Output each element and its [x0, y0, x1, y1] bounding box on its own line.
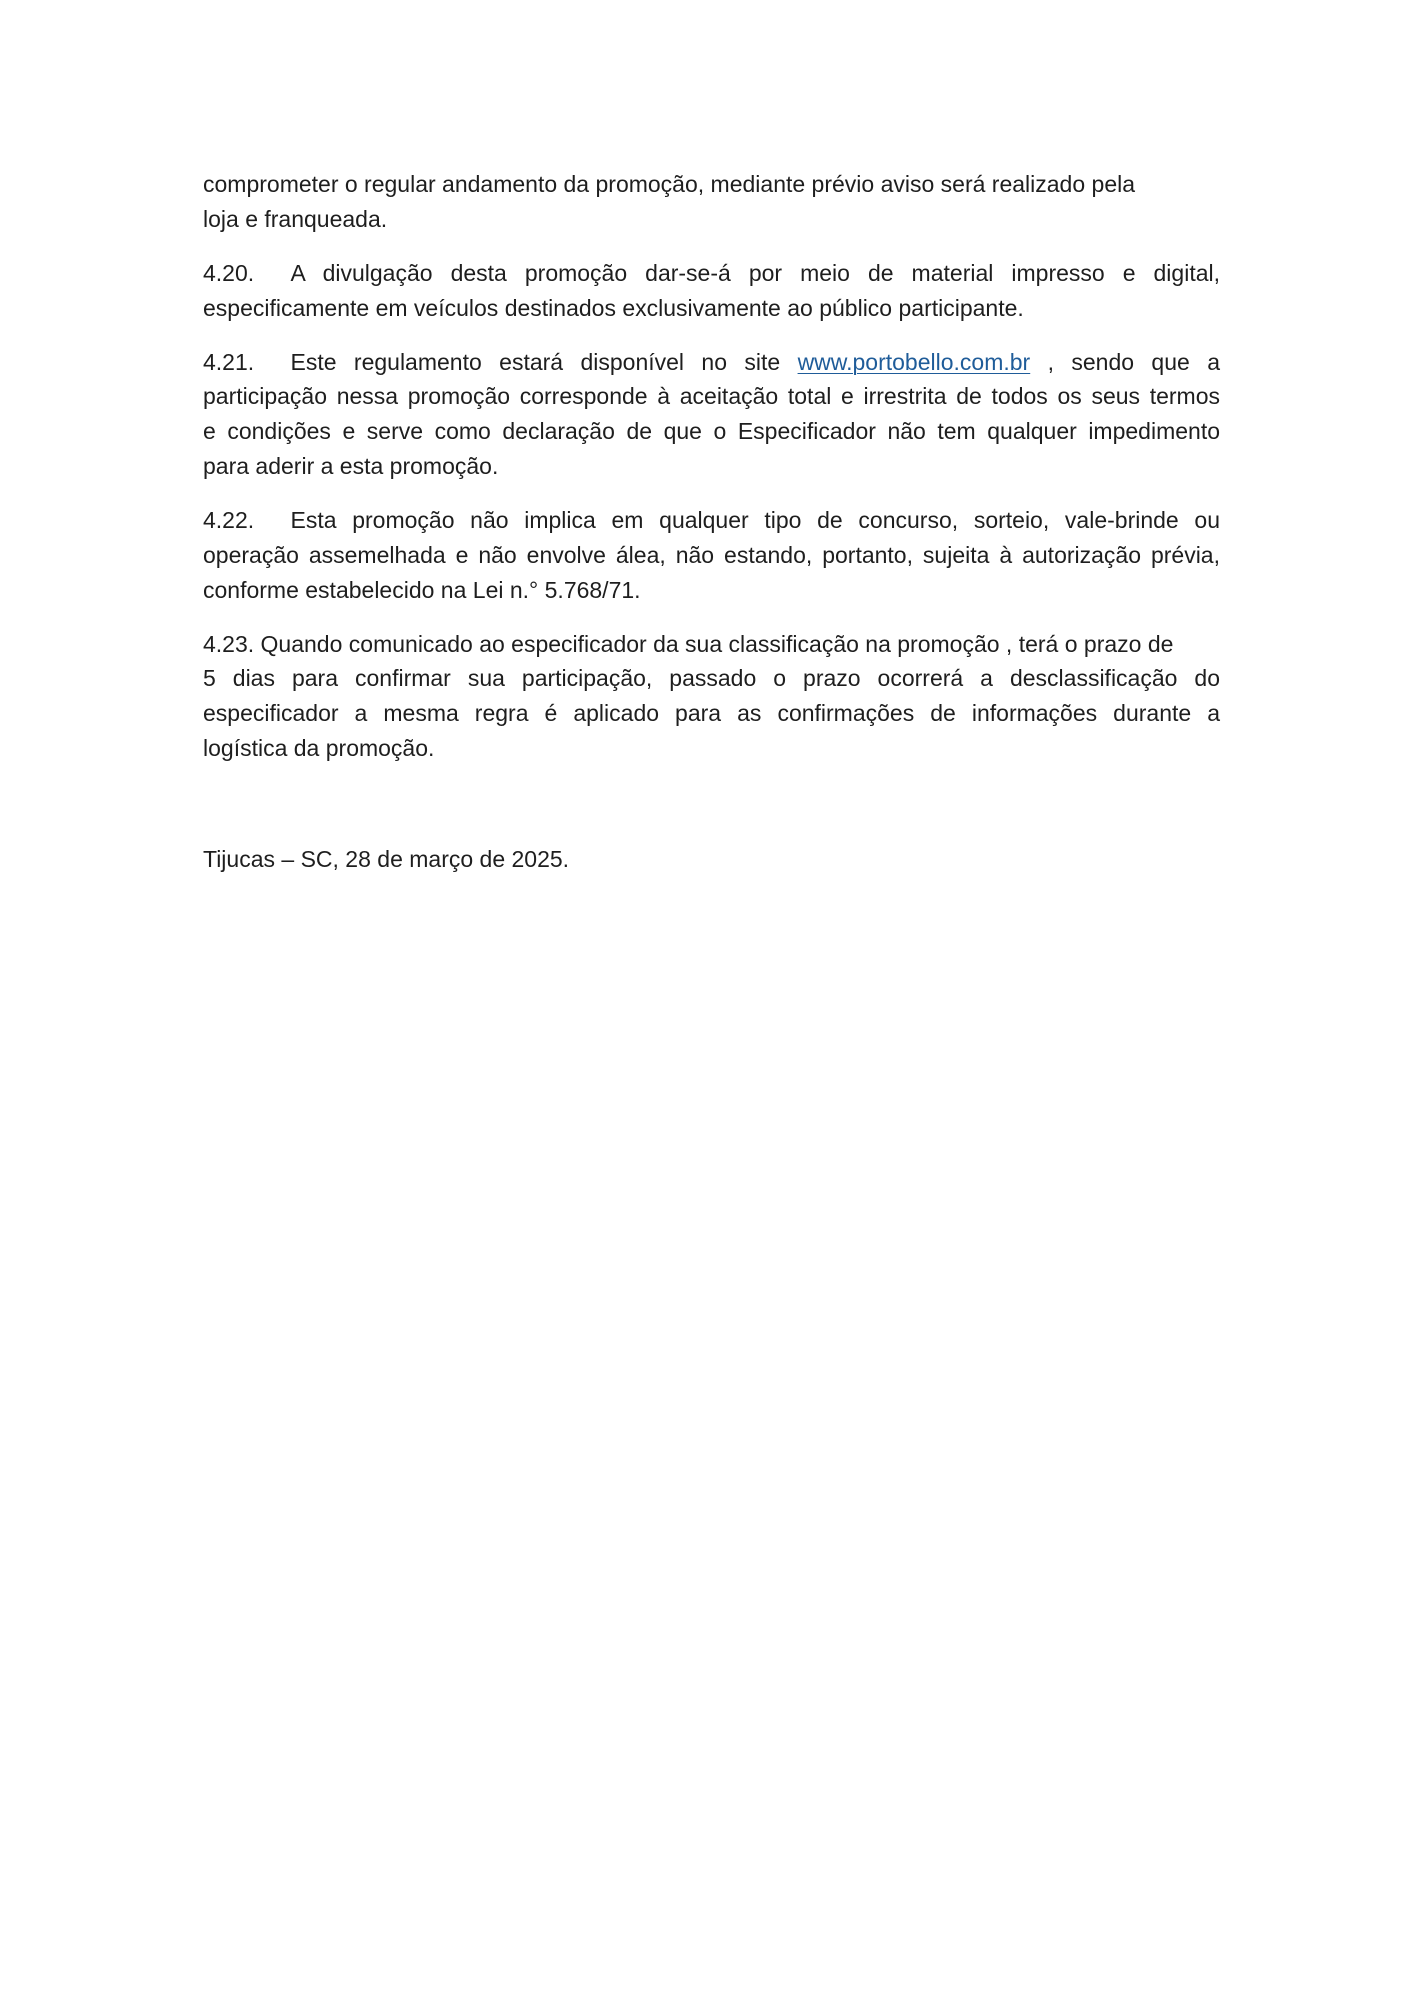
text-line: loja e franqueada. [203, 205, 388, 232]
clause-text: Este regulamento estará disponível no site [290, 348, 798, 375]
document-body [203, 167, 1220, 876]
text-line: comprometer o regular andamento da promoção, mediante prévio aviso será realizado pela [203, 171, 1136, 197]
portobello-website-link[interactable]: www.portobello.com.br [797, 348, 1031, 375]
clause-text: Esta promoção não implica em qualquer tipo de concurso, sorteio, vale-brinde ou [290, 507, 1220, 534]
clause-number: 4.23. [203, 630, 255, 657]
text-line: participação nessa promoção corresponde à aceitação total e irrestrita de todos os seus termos [203, 383, 1220, 410]
clause-number: 4.22. [203, 507, 255, 534]
text-line: conforme estabelecido na Lei n.° 5.768/71. [203, 576, 641, 603]
text-line [203, 345, 1220, 380]
text-line [203, 503, 1220, 538]
text-line: e condições e serve como declaração de que o Especificador não tem qualquer impedimento [203, 418, 1220, 445]
text-line: especificamente em veículos destinados exclusivamente ao público participante. [203, 294, 1024, 321]
text-line: para aderir a esta promoção. [203, 452, 499, 479]
text-line [203, 256, 1220, 291]
clause-number: 4.20. [203, 259, 255, 286]
clause-4-23 [203, 627, 1220, 766]
clause-text: Quando comunicado ao especificador da sua classificação na promoção , terá o prazo de [260, 630, 1174, 657]
place-and-date: Tijucas – SC, 28 de março de 2025. [203, 845, 570, 872]
clause-4-21 [203, 345, 1220, 484]
clause-number: 4.21. [203, 348, 255, 375]
clause-4-22 [203, 503, 1220, 607]
clause-text: , sendo que a [1030, 348, 1220, 375]
paragraph-continuation [203, 167, 1220, 237]
clause-text: A divulgação desta promoção dar-se-á por meio de material impresso e digital, [290, 259, 1220, 286]
text-line: especificador a mesma regra é aplicado para as confirmações de informações durante a [203, 700, 1220, 727]
text-line: 5 dias para confirmar sua participação, passado o prazo ocorrerá a desclassificação do [203, 665, 1220, 692]
text-line [203, 627, 1220, 662]
text-line: operação assemelhada e não envolve álea, não estando, portanto, sujeita à autorização prévia, [203, 541, 1220, 568]
clause-4-20 [203, 256, 1220, 326]
text-line: logística da promoção. [203, 734, 435, 761]
